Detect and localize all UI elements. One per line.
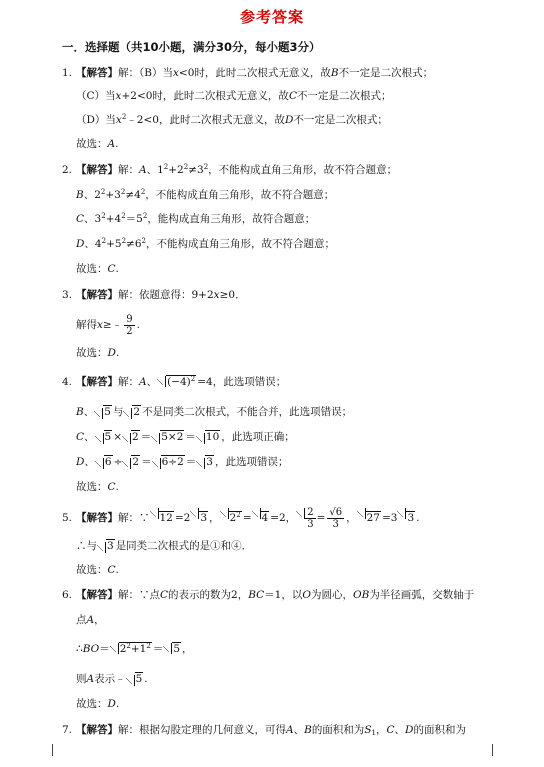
q1-answer: 故选：A. [76, 138, 119, 150]
radical-sign-icon: $2^2$ [220, 505, 242, 531]
page-corner-mark [492, 744, 505, 756]
radical-sign-icon: 6 [95, 455, 113, 469]
q5-line-2: ∴与 3 是同类二次根式的是①和④． [76, 540, 253, 552]
q6-answer: 故选：D. [76, 698, 120, 710]
q2-answer: 故选：C. [76, 263, 119, 275]
q2-line-3: C、$3^2+4^2=5^2$，能构成直角三角形，故符合题意； [76, 212, 316, 225]
radical-sign-icon: 5 [94, 405, 112, 419]
q2-line-4: D、$4^2+5^2\ne 6^2$，不能构成直角三角形，故不符合题意； [76, 237, 335, 250]
radical-sign-icon: $2^2+1^2$ [110, 640, 152, 658]
page-title: 参考答案 [239, 8, 304, 26]
radical-sign-icon: 3 [97, 539, 115, 553]
q6-line-2: 点A， [76, 614, 105, 626]
radical-sign-icon: $\frac{2}{3}$ [296, 505, 315, 531]
radical-sign-icon: 2 [123, 405, 141, 419]
q2-line-1: 2. 【解答】解：A、$1^2+2^2\ne 3^2$，不能构成直角三角形，故不符合题意； [62, 163, 398, 176]
q4-line-4: D、 6 ÷ 2 ＝ 6÷2 ＝ 3 ，此选项错误； [76, 456, 289, 468]
radical-sign-icon: 3 [190, 505, 208, 531]
radical-sign-icon: 5 [126, 672, 144, 686]
radical-sign-icon: 4 [252, 505, 270, 531]
q3-line-2: 解得x≥﹣ $\frac{9}{2}$ . [76, 313, 140, 337]
radical-sign-icon: 27 [357, 505, 381, 531]
q7-line-1: 7. 【解答】解：根据勾股定理的几何意义，可得A、B的面积和为$S_1$，C、D的面积和为 [62, 724, 466, 737]
q4-line-1: 4. 【解答】解：A、 $(-4)^2 =4$，此选项错误； [62, 373, 286, 391]
radical-sign-icon: 10 [196, 430, 220, 444]
radical-sign-icon: 6÷2 [152, 455, 185, 469]
q4-line-3: C、 5 × 2 ＝ 5×2 ＝ 10 ，此选项正确； [76, 431, 295, 443]
q6-line-1: 6. 【解答】解：∵点C的表示的数为2，BC＝1，以O为圆心，OB为半径画弧，交数轴于 [62, 589, 475, 601]
radical-sign-icon: 5 [95, 430, 113, 444]
q5-answer: 故选：C. [76, 564, 119, 576]
q4-line-2: B、 5 与 2 不是同类二次根式，不能合并，此选项错误； [76, 406, 353, 418]
q1-line-3: （D）当$x^2﹣2<0$，此时二次根式无意义，故D不一定是二次根式； [76, 113, 388, 126]
page-corner-mark [40, 744, 53, 756]
radical-sign-icon: 3 [196, 455, 214, 469]
q5-line-1: 5. 【解答】解：∵ 12 =2 3 ， $2^2 = 4 =2$， $\frac{2}{3}$ = $\frac{√6}{3}$ ， 27 =3 3 . [62, 506, 420, 530]
q3-line-1: 3. 【解答】解：依题意得：9+2x≥0． [62, 289, 246, 301]
q2-line-2: B、$2^2+3^2\ne 4^2$，不能构成直角三角形，故不符合题意； [76, 188, 335, 201]
q3-answer: 故选：D. [76, 347, 120, 359]
q1-line-1: 1. 【解答】解：（B）当x<0时，此时二次根式无意义，故B不一定是二次根式； [62, 67, 434, 79]
radical-sign-icon: 2 [122, 455, 140, 469]
fraction-nine-halves: $\frac{9}{2}$ [126, 313, 133, 337]
q6-line-4: 则A表示﹣ 5 . [76, 673, 148, 685]
radical-sign-icon: 3 [397, 505, 415, 531]
radical-sign-icon: 2 [122, 430, 140, 444]
section-heading: 一．选择题（共10小题，满分30分，每小题3分） [62, 40, 321, 54]
radical-sign-icon: 5 [163, 640, 181, 658]
radical-sign-icon: $(-4)^2$ [157, 373, 196, 391]
radical-sign-icon: 5×2 [151, 430, 184, 444]
q4-answer: 故选：C. [76, 481, 119, 493]
q6-line-3: ∴BO＝ $2^2+1^2 = 5$ ， [76, 640, 193, 658]
radical-sign-icon: 12 [150, 505, 174, 531]
q1-line-2: （C）当x+2<0时，此时二次根式无意义，故C不一定是二次根式； [76, 90, 392, 102]
